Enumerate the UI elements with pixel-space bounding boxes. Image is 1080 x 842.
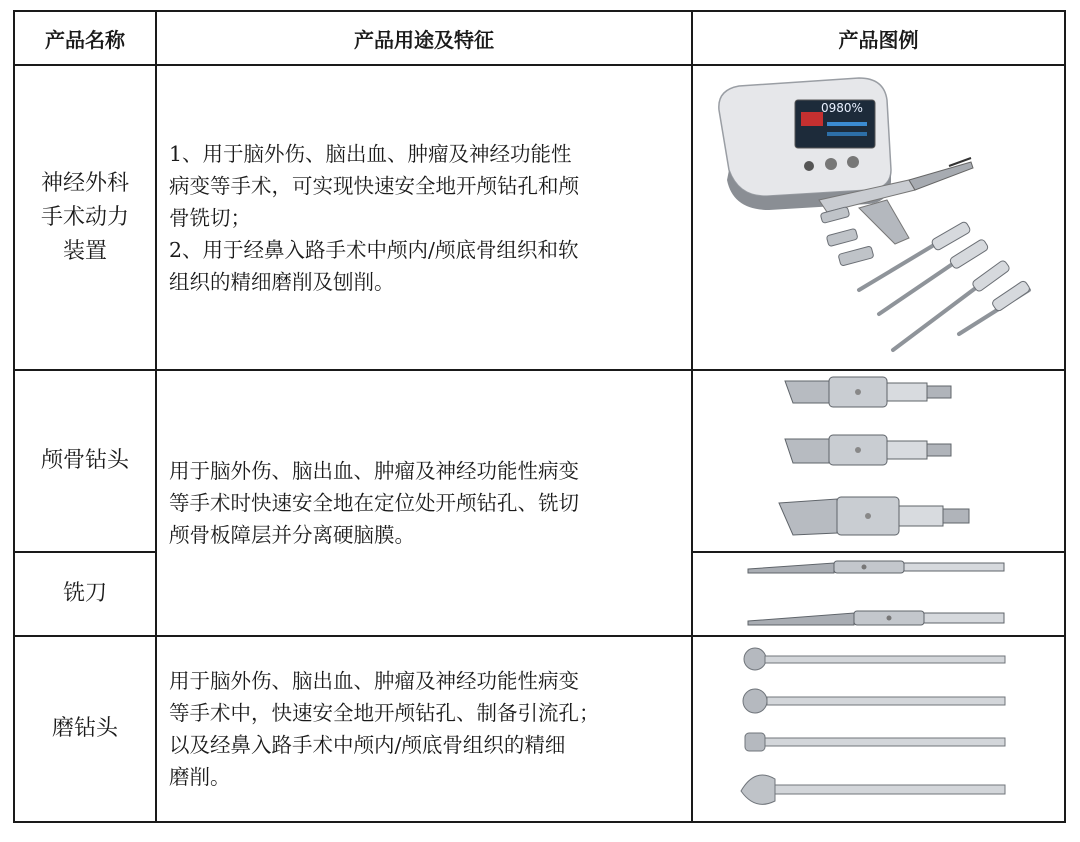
- description-line: 磨削。: [169, 765, 231, 789]
- product-image-cell: [692, 370, 1065, 552]
- device-screen-text: 0980%: [820, 100, 863, 115]
- header-product-name: 产品名称: [14, 11, 156, 65]
- description-line: 以及经鼻入路手术中颅内/颅底骨组织的精细: [169, 733, 566, 757]
- description-line: 颅骨板障层并分离硬脑膜。: [169, 523, 415, 547]
- product-name-line: 手术动力: [40, 204, 129, 230]
- description-line: 等手术中，快速安全地开颅钻孔、制备引流孔；: [169, 701, 600, 725]
- table-row: [14, 636, 1065, 822]
- table-row: [14, 370, 1065, 552]
- milling-cutter-image: [744, 555, 1014, 633]
- description-line: 用于脑外伤、脑出血、肿瘤及神经功能性病变: [169, 669, 579, 693]
- description-line: 骨铣切；: [169, 205, 251, 230]
- product-image-cell: [692, 65, 1065, 370]
- product-name-line: 神经外科: [40, 170, 129, 196]
- product-image-cell: [692, 552, 1065, 636]
- product-description-cell: [156, 370, 692, 636]
- product-description-cell: [156, 65, 692, 370]
- product-name-cell: 铣刀: [14, 552, 156, 636]
- table-header-row: [14, 11, 1065, 65]
- description-line: 2、用于经鼻入路手术中颅内/颅底骨组织和软: [169, 237, 579, 262]
- product-name-cell: 颅骨钻头: [14, 370, 156, 552]
- cranial-drill-image: [759, 373, 999, 549]
- header-product-image: 产品图例: [692, 11, 1065, 65]
- description-line: 病变等手术，可实现快速安全地开颅钻孔和颅: [169, 173, 579, 198]
- product-name-cell: [14, 65, 156, 370]
- header-product-usage: 产品用途及特征: [156, 11, 692, 65]
- product-name-line: 装置: [62, 238, 107, 264]
- product-name-cell: 磨钻头: [14, 636, 156, 822]
- description-line: 等手术时快速安全地在定位处开颅钻孔、铣切: [169, 491, 579, 515]
- description-line: 1、用于脑外伤、脑出血、肿瘤及神经功能性: [169, 141, 572, 166]
- power-system-image: [709, 70, 1049, 366]
- description-line: 组织的精细磨削及刨削。: [169, 269, 395, 294]
- burr-drill-image: [739, 641, 1019, 817]
- product-image-cell: [692, 636, 1065, 822]
- description-line: 用于脑外伤、脑出血、肿瘤及神经功能性病变: [169, 459, 579, 483]
- product-table: [13, 10, 1066, 823]
- table-row: [14, 65, 1065, 370]
- product-description-cell: [156, 636, 692, 822]
